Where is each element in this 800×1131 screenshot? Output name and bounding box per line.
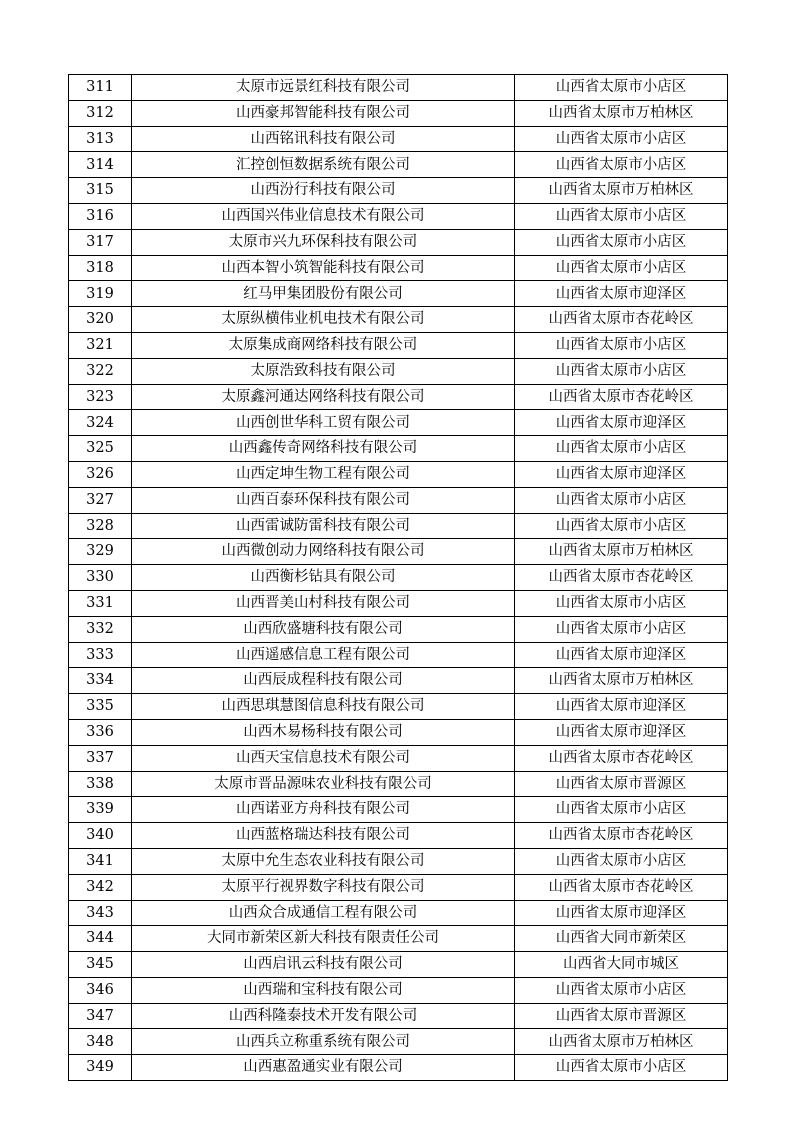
company-name-cell: 山西惠盈通实业有限公司	[132, 1055, 515, 1081]
company-name-cell: 太原鑫河通达网络科技有限公司	[132, 384, 515, 410]
table-row	[69, 384, 728, 410]
location-cell: 山西省太原市杏花岭区	[515, 874, 728, 900]
row-number-cell: 313	[69, 126, 132, 152]
company-name-cell: 太原集成商网络科技有限公司	[132, 332, 515, 358]
location-cell: 山西省大同市城区	[515, 952, 728, 978]
location-cell: 山西省太原市杏花岭区	[515, 823, 728, 849]
row-number-cell: 347	[69, 1003, 132, 1029]
location-cell: 山西省太原市小店区	[515, 203, 728, 229]
company-name-cell: 山西众合成通信工程有限公司	[132, 900, 515, 926]
table-row	[69, 926, 728, 952]
company-name-cell: 山西瑞和宝科技有限公司	[132, 977, 515, 1003]
table-row	[69, 823, 728, 849]
table-row	[69, 410, 728, 436]
row-number-cell: 331	[69, 590, 132, 616]
table-row	[69, 1055, 728, 1081]
company-name-cell: 太原市远景红科技有限公司	[132, 75, 515, 101]
company-name-cell: 山西定坤生物工程有限公司	[132, 461, 515, 487]
location-cell: 山西省太原市万柏林区	[515, 100, 728, 126]
location-cell: 山西省太原市万柏林区	[515, 539, 728, 565]
location-cell: 山西省太原市晋源区	[515, 1003, 728, 1029]
row-number-cell: 314	[69, 152, 132, 178]
table-row	[69, 229, 728, 255]
company-name-cell: 山西辰成程科技有限公司	[132, 668, 515, 694]
table-row	[69, 203, 728, 229]
row-number-cell: 333	[69, 642, 132, 668]
row-number-cell: 336	[69, 719, 132, 745]
row-number-cell: 320	[69, 307, 132, 333]
row-number-cell: 317	[69, 229, 132, 255]
location-cell: 山西省太原市小店区	[515, 75, 728, 101]
table-row	[69, 539, 728, 565]
location-cell: 山西省太原市万柏林区	[515, 178, 728, 204]
row-number-cell: 340	[69, 823, 132, 849]
location-cell: 山西省太原市晋源区	[515, 771, 728, 797]
table-row	[69, 358, 728, 384]
row-number-cell: 348	[69, 1029, 132, 1055]
row-number-cell: 319	[69, 281, 132, 307]
table-row	[69, 771, 728, 797]
row-number-cell: 342	[69, 874, 132, 900]
company-name-cell: 山西欣盛塘科技有限公司	[132, 616, 515, 642]
location-cell: 山西省太原市小店区	[515, 358, 728, 384]
row-number-cell: 326	[69, 461, 132, 487]
row-number-cell: 330	[69, 565, 132, 591]
company-name-cell: 山西豪邦智能科技有限公司	[132, 100, 515, 126]
location-cell: 山西省太原市小店区	[515, 229, 728, 255]
table-row	[69, 977, 728, 1003]
location-cell: 山西省太原市小店区	[515, 977, 728, 1003]
row-number-cell: 316	[69, 203, 132, 229]
table-row	[69, 178, 728, 204]
location-cell: 山西省太原市迎泽区	[515, 410, 728, 436]
row-number-cell: 325	[69, 436, 132, 462]
row-number-cell: 324	[69, 410, 132, 436]
location-cell: 山西省太原市小店区	[515, 1055, 728, 1081]
company-name-cell: 太原市晋品源味农业科技有限公司	[132, 771, 515, 797]
row-number-cell: 338	[69, 771, 132, 797]
location-cell: 山西省太原市小店区	[515, 797, 728, 823]
company-name-cell: 汇控创恒数据系统有限公司	[132, 152, 515, 178]
company-name-cell: 山西百泰环保科技有限公司	[132, 487, 515, 513]
location-cell: 山西省太原市迎泽区	[515, 642, 728, 668]
row-number-cell: 345	[69, 952, 132, 978]
location-cell: 山西省太原市小店区	[515, 848, 728, 874]
table-row	[69, 694, 728, 720]
location-cell: 山西省太原市万柏林区	[515, 668, 728, 694]
table-row	[69, 255, 728, 281]
company-name-cell: 山西衡杉钻具有限公司	[132, 565, 515, 591]
table-row	[69, 874, 728, 900]
company-name-cell: 山西微创动力网络科技有限公司	[132, 539, 515, 565]
location-cell: 山西省太原市小店区	[515, 255, 728, 281]
row-number-cell: 311	[69, 75, 132, 101]
location-cell: 山西省太原市迎泽区	[515, 694, 728, 720]
table-row	[69, 75, 728, 101]
table-row	[69, 513, 728, 539]
location-cell: 山西省太原市小店区	[515, 616, 728, 642]
table-row	[69, 900, 728, 926]
location-cell: 山西省太原市迎泽区	[515, 719, 728, 745]
company-name-cell: 山西启讯云科技有限公司	[132, 952, 515, 978]
company-name-cell: 山西遥感信息工程有限公司	[132, 642, 515, 668]
location-cell: 山西省太原市小店区	[515, 436, 728, 462]
company-name-cell: 山西本智小筑智能科技有限公司	[132, 255, 515, 281]
company-name-cell: 山西晋美山村科技有限公司	[132, 590, 515, 616]
company-name-cell: 大同市新荣区新大科技有限责任公司	[132, 926, 515, 952]
table-row	[69, 126, 728, 152]
company-name-cell: 山西天宝信息技术有限公司	[132, 745, 515, 771]
row-number-cell: 318	[69, 255, 132, 281]
company-name-cell: 太原纵横伟业机电技术有限公司	[132, 307, 515, 333]
company-name-cell: 太原浩致科技有限公司	[132, 358, 515, 384]
company-name-cell: 山西兵立称重系统有限公司	[132, 1029, 515, 1055]
row-number-cell: 328	[69, 513, 132, 539]
row-number-cell: 337	[69, 745, 132, 771]
company-name-cell: 山西蓝格瑞达科技有限公司	[132, 823, 515, 849]
table-row	[69, 616, 728, 642]
location-cell: 山西省太原市小店区	[515, 513, 728, 539]
company-name-cell: 山西思琪慧图信息科技有限公司	[132, 694, 515, 720]
company-name-cell: 太原市兴九环保科技有限公司	[132, 229, 515, 255]
company-name-cell: 山西铭讯科技有限公司	[132, 126, 515, 152]
company-name-cell: 山西木易杨科技有限公司	[132, 719, 515, 745]
location-cell: 山西省太原市迎泽区	[515, 900, 728, 926]
row-number-cell: 343	[69, 900, 132, 926]
company-name-cell: 山西雷诚防雷科技有限公司	[132, 513, 515, 539]
row-number-cell: 339	[69, 797, 132, 823]
company-name-cell: 山西国兴伟业信息技术有限公司	[132, 203, 515, 229]
row-number-cell: 344	[69, 926, 132, 952]
company-name-cell: 山西鑫传奇网络科技有限公司	[132, 436, 515, 462]
table-row	[69, 642, 728, 668]
company-name-cell: 山西汾行科技有限公司	[132, 178, 515, 204]
company-name-cell: 红马甲集团股份有限公司	[132, 281, 515, 307]
table-body	[69, 75, 728, 1081]
company-name-cell: 山西诺亚方舟科技有限公司	[132, 797, 515, 823]
location-cell: 山西省太原市杏花岭区	[515, 307, 728, 333]
location-cell: 山西省太原市迎泽区	[515, 461, 728, 487]
location-cell: 山西省大同市新荣区	[515, 926, 728, 952]
company-list-table	[68, 74, 728, 1081]
row-number-cell: 312	[69, 100, 132, 126]
company-name-cell: 山西创世华科工贸有限公司	[132, 410, 515, 436]
row-number-cell: 349	[69, 1055, 132, 1081]
table-row	[69, 487, 728, 513]
row-number-cell: 341	[69, 848, 132, 874]
row-number-cell: 315	[69, 178, 132, 204]
table-row	[69, 745, 728, 771]
table-row	[69, 590, 728, 616]
row-number-cell: 322	[69, 358, 132, 384]
table-row	[69, 436, 728, 462]
location-cell: 山西省太原市迎泽区	[515, 281, 728, 307]
company-name-cell: 山西科隆泰技术开发有限公司	[132, 1003, 515, 1029]
company-name-cell: 太原中允生态农业科技有限公司	[132, 848, 515, 874]
location-cell: 山西省太原市小店区	[515, 152, 728, 178]
row-number-cell: 323	[69, 384, 132, 410]
table-row	[69, 1003, 728, 1029]
location-cell: 山西省太原市小店区	[515, 332, 728, 358]
table-row	[69, 100, 728, 126]
location-cell: 山西省太原市小店区	[515, 126, 728, 152]
table-row	[69, 461, 728, 487]
row-number-cell: 332	[69, 616, 132, 642]
location-cell: 山西省太原市杏花岭区	[515, 565, 728, 591]
table-row	[69, 848, 728, 874]
row-number-cell: 335	[69, 694, 132, 720]
location-cell: 山西省太原市小店区	[515, 590, 728, 616]
location-cell: 山西省太原市小店区	[515, 487, 728, 513]
row-number-cell: 321	[69, 332, 132, 358]
location-cell: 山西省太原市杏花岭区	[515, 384, 728, 410]
row-number-cell: 346	[69, 977, 132, 1003]
row-number-cell: 327	[69, 487, 132, 513]
table-row	[69, 668, 728, 694]
table-row	[69, 1029, 728, 1055]
table-row	[69, 565, 728, 591]
table-row	[69, 719, 728, 745]
table-row	[69, 152, 728, 178]
row-number-cell: 329	[69, 539, 132, 565]
table-row	[69, 797, 728, 823]
location-cell: 山西省太原市万柏林区	[515, 1029, 728, 1055]
table-row	[69, 281, 728, 307]
table-row	[69, 307, 728, 333]
row-number-cell: 334	[69, 668, 132, 694]
company-name-cell: 太原平行视界数字科技有限公司	[132, 874, 515, 900]
table-row	[69, 952, 728, 978]
location-cell: 山西省太原市杏花岭区	[515, 745, 728, 771]
table-row	[69, 332, 728, 358]
